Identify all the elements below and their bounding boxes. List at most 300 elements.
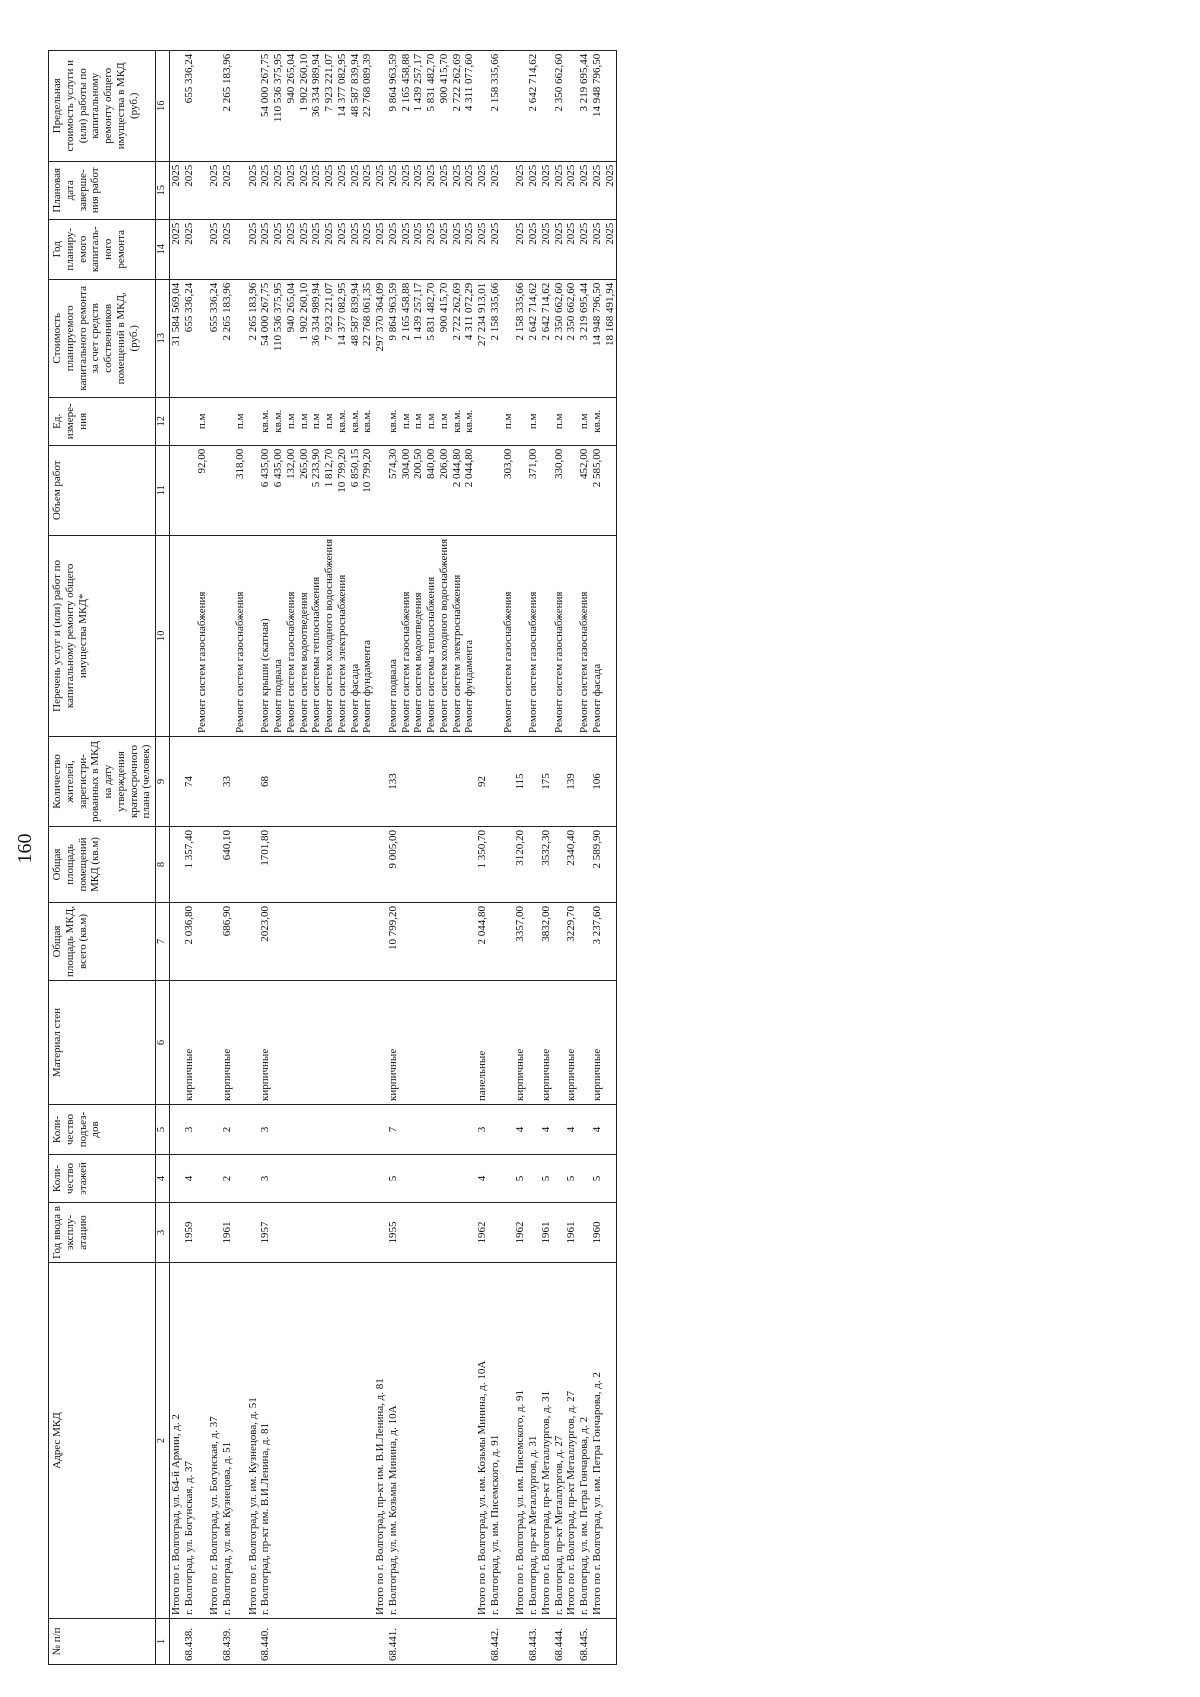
cell-residents xyxy=(578,737,591,827)
cell-address: г. Волгоград, ул. им. Козьмы Минина, д. 10А xyxy=(387,1263,400,1619)
cell-work-volume: 6 435,00 xyxy=(272,445,285,535)
cell-address: г. Волгоград, ул. им. Петра Гончарова, д. 2 xyxy=(578,1263,591,1619)
cell-completion-date: 2025 xyxy=(272,161,285,219)
cell-max-cost xyxy=(196,50,209,161)
cell-wall-material xyxy=(374,981,387,1105)
cell-work-type: Ремонт систем газоснабжения xyxy=(285,535,298,736)
cell-completion-date: 2025 xyxy=(463,161,476,219)
cell-total-area xyxy=(502,903,515,981)
cell-premises-area xyxy=(196,827,209,903)
cell-total-area xyxy=(374,903,387,981)
cell-unit: п.м xyxy=(578,397,591,445)
cell-max-cost: 2 722 262,69 xyxy=(451,50,464,161)
cell-total-area xyxy=(578,903,591,981)
cell-planned-cost: 297 370 364,09 xyxy=(374,279,387,397)
cell-address: Итого по г. Волгоград, ул. им. Петра Гончарова, д. 2 xyxy=(591,1263,604,1619)
cell-planned-cost: 54 000 267,75 xyxy=(259,279,272,397)
cell-total-area: 2 036,80 xyxy=(183,903,196,981)
header-cell: Стоимость планируемого капитального ремонта за счет средств собственников помещений в МКД, (руб.) xyxy=(49,279,156,397)
cell-premises-area xyxy=(463,827,476,903)
cell-work-type: Ремонт системы теплоснабжения xyxy=(425,535,438,736)
cell-premises-area xyxy=(336,827,349,903)
cell-floors xyxy=(336,1155,349,1203)
cell-number xyxy=(247,1619,260,1665)
table-row xyxy=(323,50,336,1664)
cell-entrances xyxy=(502,1105,515,1155)
page-number: 160 xyxy=(14,833,36,864)
cell-wall-material xyxy=(310,981,323,1105)
cell-planned-cost: 2 350 662,60 xyxy=(553,279,566,397)
cell-floors xyxy=(374,1155,387,1203)
cell-planned-cost: 940 265,04 xyxy=(285,279,298,397)
cell-wall-material xyxy=(196,981,209,1105)
cell-residents xyxy=(323,737,336,827)
cell-premises-area: 2340,40 xyxy=(565,827,578,903)
column-number: 15 xyxy=(156,161,170,219)
cell-total-area xyxy=(208,903,221,981)
cell-planned-cost: 31 584 569,04 xyxy=(170,279,183,397)
cell-address xyxy=(425,1263,438,1619)
cell-unit: п.м xyxy=(285,397,298,445)
cell-number xyxy=(412,1619,425,1665)
cell-unit: кв.м. xyxy=(272,397,285,445)
cell-residents xyxy=(234,737,247,827)
cell-year-built xyxy=(272,1203,285,1263)
cell-floors: 5 xyxy=(514,1155,527,1203)
cell-repair-year: 2025 xyxy=(170,219,183,279)
cell-entrances xyxy=(438,1105,451,1155)
cell-residents xyxy=(451,737,464,827)
table-row xyxy=(361,50,374,1664)
cell-max-cost: 1 902 260,10 xyxy=(298,50,311,161)
cell-total-area xyxy=(463,903,476,981)
cell-work-volume: 2 044,80 xyxy=(451,445,464,535)
header-cell: Адрес МКД xyxy=(49,1263,156,1619)
cell-work-volume: 452,00 xyxy=(578,445,591,535)
cell-number: 68.444. xyxy=(553,1619,566,1665)
cell-work-type xyxy=(183,535,196,736)
cell-planned-cost: 4 311 072,29 xyxy=(463,279,476,397)
cell-completion-date: 2025 xyxy=(259,161,272,219)
cell-completion-date xyxy=(502,161,515,219)
cell-year-built xyxy=(578,1203,591,1263)
cell-premises-area xyxy=(425,827,438,903)
cell-entrances xyxy=(425,1105,438,1155)
column-number: 12 xyxy=(156,397,170,445)
cell-wall-material xyxy=(463,981,476,1105)
cell-max-cost: 14 377 082,95 xyxy=(336,50,349,161)
cell-premises-area xyxy=(170,827,183,903)
cell-total-area xyxy=(196,903,209,981)
cell-unit: кв.м. xyxy=(451,397,464,445)
table-row xyxy=(196,50,209,1664)
cell-planned-cost: 1 902 260,10 xyxy=(298,279,311,397)
cell-repair-year: 2025 xyxy=(285,219,298,279)
cell-residents: 74 xyxy=(183,737,196,827)
cell-max-cost: 14 948 796,50 xyxy=(591,50,604,161)
cell-residents xyxy=(463,737,476,827)
cell-work-volume: 6 435,00 xyxy=(259,445,272,535)
cell-year-built xyxy=(527,1203,540,1263)
cell-number: 68.445. xyxy=(578,1619,591,1665)
cell-entrances xyxy=(234,1105,247,1155)
cell-planned-cost: 48 587 839,94 xyxy=(349,279,362,397)
cell-work-volume xyxy=(247,445,260,535)
cell-number xyxy=(349,1619,362,1665)
cell-residents xyxy=(438,737,451,827)
cell-max-cost: 22 768 089,39 xyxy=(361,50,374,161)
cell-completion-date: 2025 xyxy=(361,161,374,219)
cell-max-cost xyxy=(208,50,221,161)
cell-entrances xyxy=(208,1105,221,1155)
cell-max-cost: 36 334 989,94 xyxy=(310,50,323,161)
cell-planned-cost: 655 336,24 xyxy=(208,279,221,397)
cell-entrances xyxy=(298,1105,311,1155)
table-row xyxy=(183,50,196,1664)
cell-address: г. Волгоград, ул. им. Кузнецова, д. 51 xyxy=(221,1263,234,1619)
cell-unit xyxy=(247,397,260,445)
cell-entrances xyxy=(412,1105,425,1155)
cell-completion-date: 2025 xyxy=(527,161,540,219)
cell-planned-cost: 2 158 335,66 xyxy=(489,279,502,397)
cell-work-type: Ремонт систем холодного водоснабжения xyxy=(323,535,336,736)
cell-residents: 68 xyxy=(259,737,272,827)
cell-number xyxy=(540,1619,553,1665)
cell-residents: 139 xyxy=(565,737,578,827)
cell-work-type: Ремонт подвала xyxy=(387,535,400,736)
cell-entrances: 2 xyxy=(221,1105,234,1155)
cell-number xyxy=(298,1619,311,1665)
cell-completion-date: 2025 xyxy=(451,161,464,219)
cell-year-built xyxy=(425,1203,438,1263)
cell-completion-date: 2025 xyxy=(170,161,183,219)
cell-work-type: Ремонт систем газоснабжения xyxy=(234,535,247,736)
cell-unit xyxy=(374,397,387,445)
cell-wall-material xyxy=(336,981,349,1105)
cell-unit: п.м xyxy=(438,397,451,445)
cell-year-built: 1957 xyxy=(259,1203,272,1263)
cell-address: г. Волгоград, пр-кт Металлургов, д. 27 xyxy=(553,1263,566,1619)
cell-total-area: 3357,00 xyxy=(514,903,527,981)
cell-residents xyxy=(298,737,311,827)
cell-work-volume xyxy=(183,445,196,535)
cell-wall-material xyxy=(604,981,617,1105)
cell-year-built xyxy=(502,1203,515,1263)
cell-completion-date xyxy=(196,161,209,219)
cell-number xyxy=(438,1619,451,1665)
cell-wall-material: кирпичные xyxy=(183,981,196,1105)
cell-repair-year: 2025 xyxy=(540,219,553,279)
cell-unit xyxy=(540,397,553,445)
cell-completion-date: 2025 xyxy=(514,161,527,219)
cell-entrances xyxy=(451,1105,464,1155)
cell-work-type xyxy=(540,535,553,736)
cell-work-volume: 10 799,20 xyxy=(361,445,374,535)
cell-completion-date: 2025 xyxy=(336,161,349,219)
cell-unit: кв.м. xyxy=(591,397,604,445)
cell-max-cost xyxy=(247,50,260,161)
cell-max-cost xyxy=(604,50,617,161)
cell-total-area xyxy=(310,903,323,981)
cell-address: Итого по г. Волгоград, пр-кт Металлургов, д. 27 xyxy=(565,1263,578,1619)
cell-unit xyxy=(476,397,489,445)
cell-year-built xyxy=(489,1203,502,1263)
cell-address: г. Волгоград, ул. Богунская, д. 37 xyxy=(183,1263,196,1619)
header-cell: Предельная стоимость услуги и (или) работы по капитальному ремонту общего имущества в МКД (руб.) xyxy=(49,50,156,161)
cell-premises-area xyxy=(412,827,425,903)
cell-total-area: 10 799,20 xyxy=(387,903,400,981)
cell-repair-year: 2025 xyxy=(247,219,260,279)
cell-residents xyxy=(400,737,413,827)
cell-completion-date: 2025 xyxy=(604,161,617,219)
cell-completion-date: 2025 xyxy=(489,161,502,219)
cell-wall-material xyxy=(361,981,374,1105)
table-row xyxy=(476,50,489,1664)
column-number: 4 xyxy=(156,1155,170,1203)
cell-completion-date: 2025 xyxy=(285,161,298,219)
cell-total-area: 3832,00 xyxy=(540,903,553,981)
cell-max-cost xyxy=(374,50,387,161)
cell-completion-date: 2025 xyxy=(540,161,553,219)
cell-planned-cost: 2 642 714,62 xyxy=(540,279,553,397)
table-row xyxy=(553,50,566,1664)
cell-completion-date: 2025 xyxy=(425,161,438,219)
cell-unit xyxy=(183,397,196,445)
cell-work-type: Ремонт систем газоснабжения xyxy=(553,535,566,736)
cell-total-area xyxy=(234,903,247,981)
column-number: 14 xyxy=(156,219,170,279)
cell-premises-area: 3120,20 xyxy=(514,827,527,903)
cell-entrances xyxy=(247,1105,260,1155)
cell-work-volume xyxy=(476,445,489,535)
cell-residents: 175 xyxy=(540,737,553,827)
cell-floors xyxy=(451,1155,464,1203)
cell-work-type: Ремонт систем электроснабжения xyxy=(336,535,349,736)
cell-unit: кв.м. xyxy=(349,397,362,445)
column-number: 9 xyxy=(156,737,170,827)
table-row xyxy=(578,50,591,1664)
cell-residents: 33 xyxy=(221,737,234,827)
cell-year-built: 1961 xyxy=(565,1203,578,1263)
cell-work-volume: 2 585,00 xyxy=(591,445,604,535)
cell-number xyxy=(502,1619,515,1665)
cell-address xyxy=(463,1263,476,1619)
cell-premises-area xyxy=(349,827,362,903)
column-number: 10 xyxy=(156,535,170,736)
cell-work-type xyxy=(604,535,617,736)
cell-residents xyxy=(349,737,362,827)
cell-work-volume: 371,00 xyxy=(527,445,540,535)
cell-number: 68.441. xyxy=(387,1619,400,1665)
cell-number xyxy=(323,1619,336,1665)
cell-year-built: 1961 xyxy=(221,1203,234,1263)
cell-total-area: 2 044,80 xyxy=(476,903,489,981)
cell-floors xyxy=(553,1155,566,1203)
cell-residents xyxy=(310,737,323,827)
cell-entrances xyxy=(336,1105,349,1155)
cell-floors: 5 xyxy=(565,1155,578,1203)
table-row xyxy=(412,50,425,1664)
cell-max-cost: 2 265 183,96 xyxy=(221,50,234,161)
cell-premises-area xyxy=(489,827,502,903)
header-cell: № п/п xyxy=(49,1619,156,1665)
cell-number xyxy=(272,1619,285,1665)
cell-completion-date: 2025 xyxy=(578,161,591,219)
cell-work-type xyxy=(247,535,260,736)
cell-number xyxy=(170,1619,183,1665)
cell-work-volume: 6 850,15 xyxy=(349,445,362,535)
cell-premises-area xyxy=(374,827,387,903)
cell-work-type: Ремонт подвала xyxy=(272,535,285,736)
cell-completion-date: 2025 xyxy=(374,161,387,219)
cell-wall-material: кирпичные xyxy=(387,981,400,1105)
cell-max-cost: 2 350 662,60 xyxy=(553,50,566,161)
column-number: 16 xyxy=(156,50,170,161)
cell-year-built xyxy=(247,1203,260,1263)
cell-entrances: 7 xyxy=(387,1105,400,1155)
column-number: 5 xyxy=(156,1105,170,1155)
cell-work-type: Ремонт фундамента xyxy=(361,535,374,736)
table-body xyxy=(170,50,617,1664)
cell-year-built: 1959 xyxy=(183,1203,196,1263)
cell-planned-cost xyxy=(502,279,515,397)
cell-floors xyxy=(463,1155,476,1203)
cell-work-volume xyxy=(540,445,553,535)
cell-completion-date: 2025 xyxy=(412,161,425,219)
cell-total-area xyxy=(604,903,617,981)
cell-repair-year: 2025 xyxy=(412,219,425,279)
cell-unit: кв.м. xyxy=(336,397,349,445)
cell-max-cost: 1 439 257,17 xyxy=(412,50,425,161)
cell-planned-cost: 2 158 335,66 xyxy=(514,279,527,397)
cell-premises-area xyxy=(502,827,515,903)
cell-entrances xyxy=(196,1105,209,1155)
cell-total-area: 686,90 xyxy=(221,903,234,981)
cell-repair-year: 2025 xyxy=(387,219,400,279)
cell-work-volume: 10 799,20 xyxy=(336,445,349,535)
cell-year-built xyxy=(310,1203,323,1263)
cell-total-area xyxy=(400,903,413,981)
cell-entrances xyxy=(374,1105,387,1155)
cell-floors: 4 xyxy=(183,1155,196,1203)
table-row xyxy=(540,50,553,1664)
column-number: 13 xyxy=(156,279,170,397)
table-row xyxy=(591,50,604,1664)
cell-completion-date: 2025 xyxy=(476,161,489,219)
cell-year-built xyxy=(208,1203,221,1263)
cell-residents: 115 xyxy=(514,737,527,827)
cell-completion-date: 2025 xyxy=(221,161,234,219)
cell-work-volume xyxy=(208,445,221,535)
cell-unit xyxy=(221,397,234,445)
cell-residents xyxy=(374,737,387,827)
cell-work-type xyxy=(476,535,489,736)
cell-entrances xyxy=(170,1105,183,1155)
header-cell: Год ввода в эксплу-атацию xyxy=(49,1203,156,1263)
cell-work-volume: 265,00 xyxy=(298,445,311,535)
header-cell: Общая площадь МКД, всего (кв.м) xyxy=(49,903,156,981)
cell-planned-cost: 27 234 913,01 xyxy=(476,279,489,397)
cell-work-volume: 132,00 xyxy=(285,445,298,535)
cell-unit: п.м xyxy=(425,397,438,445)
cell-residents xyxy=(247,737,260,827)
cell-residents xyxy=(336,737,349,827)
cell-year-built xyxy=(451,1203,464,1263)
cell-planned-cost: 22 768 061,35 xyxy=(361,279,374,397)
cell-unit: п.м xyxy=(553,397,566,445)
cell-entrances xyxy=(463,1105,476,1155)
cell-floors xyxy=(234,1155,247,1203)
cell-repair-year: 2025 xyxy=(565,219,578,279)
cell-address xyxy=(323,1263,336,1619)
cell-repair-year: 2025 xyxy=(221,219,234,279)
cell-floors xyxy=(310,1155,323,1203)
cell-residents xyxy=(412,737,425,827)
cell-repair-year: 2025 xyxy=(183,219,196,279)
cell-unit xyxy=(489,397,502,445)
cell-max-cost: 4 311 077,60 xyxy=(463,50,476,161)
cell-planned-cost: 18 168 491,94 xyxy=(604,279,617,397)
table-row xyxy=(400,50,413,1664)
cell-year-built xyxy=(298,1203,311,1263)
cell-completion-date: 2025 xyxy=(400,161,413,219)
cell-repair-year: 2025 xyxy=(578,219,591,279)
table-row xyxy=(208,50,221,1664)
cell-residents xyxy=(285,737,298,827)
cell-premises-area xyxy=(578,827,591,903)
cell-year-built xyxy=(463,1203,476,1263)
cell-address xyxy=(196,1263,209,1619)
cell-planned-cost: 2 722 262,69 xyxy=(451,279,464,397)
cell-number xyxy=(425,1619,438,1665)
cell-completion-date: 2025 xyxy=(298,161,311,219)
column-number: 8 xyxy=(156,827,170,903)
cell-address xyxy=(336,1263,349,1619)
header-row xyxy=(49,50,156,1664)
header-cell: Материал стен xyxy=(49,981,156,1105)
cell-wall-material xyxy=(425,981,438,1105)
cell-premises-area: 1 350,70 xyxy=(476,827,489,903)
cell-year-built xyxy=(361,1203,374,1263)
cell-repair-year: 2025 xyxy=(489,219,502,279)
cell-repair-year: 2025 xyxy=(298,219,311,279)
cell-repair-year: 2025 xyxy=(438,219,451,279)
cell-max-cost xyxy=(170,50,183,161)
cell-repair-year: 2025 xyxy=(208,219,221,279)
cell-entrances xyxy=(310,1105,323,1155)
cell-work-type: Ремонт систем газоснабжения xyxy=(196,535,209,736)
cell-planned-cost: 36 334 989,94 xyxy=(310,279,323,397)
cell-work-type: Ремонт систем газоснабжения xyxy=(578,535,591,736)
cell-wall-material xyxy=(272,981,285,1105)
header-cell: Общая площадь помещений МКД (кв.м) xyxy=(49,827,156,903)
cell-address: Итого по г. Волгоград, ул. Богунская, д. 37 xyxy=(208,1263,221,1619)
cell-repair-year: 2025 xyxy=(514,219,527,279)
cell-wall-material xyxy=(527,981,540,1105)
cell-residents xyxy=(170,737,183,827)
cell-premises-area xyxy=(310,827,323,903)
cell-entrances xyxy=(400,1105,413,1155)
cell-number: 68.442. xyxy=(489,1619,502,1665)
cell-premises-area xyxy=(298,827,311,903)
cell-entrances xyxy=(553,1105,566,1155)
cell-completion-date: 2025 xyxy=(183,161,196,219)
cell-floors xyxy=(298,1155,311,1203)
cell-wall-material xyxy=(451,981,464,1105)
cell-year-built: 1962 xyxy=(514,1203,527,1263)
cell-planned-cost: 14 948 796,50 xyxy=(591,279,604,397)
cell-total-area xyxy=(272,903,285,981)
